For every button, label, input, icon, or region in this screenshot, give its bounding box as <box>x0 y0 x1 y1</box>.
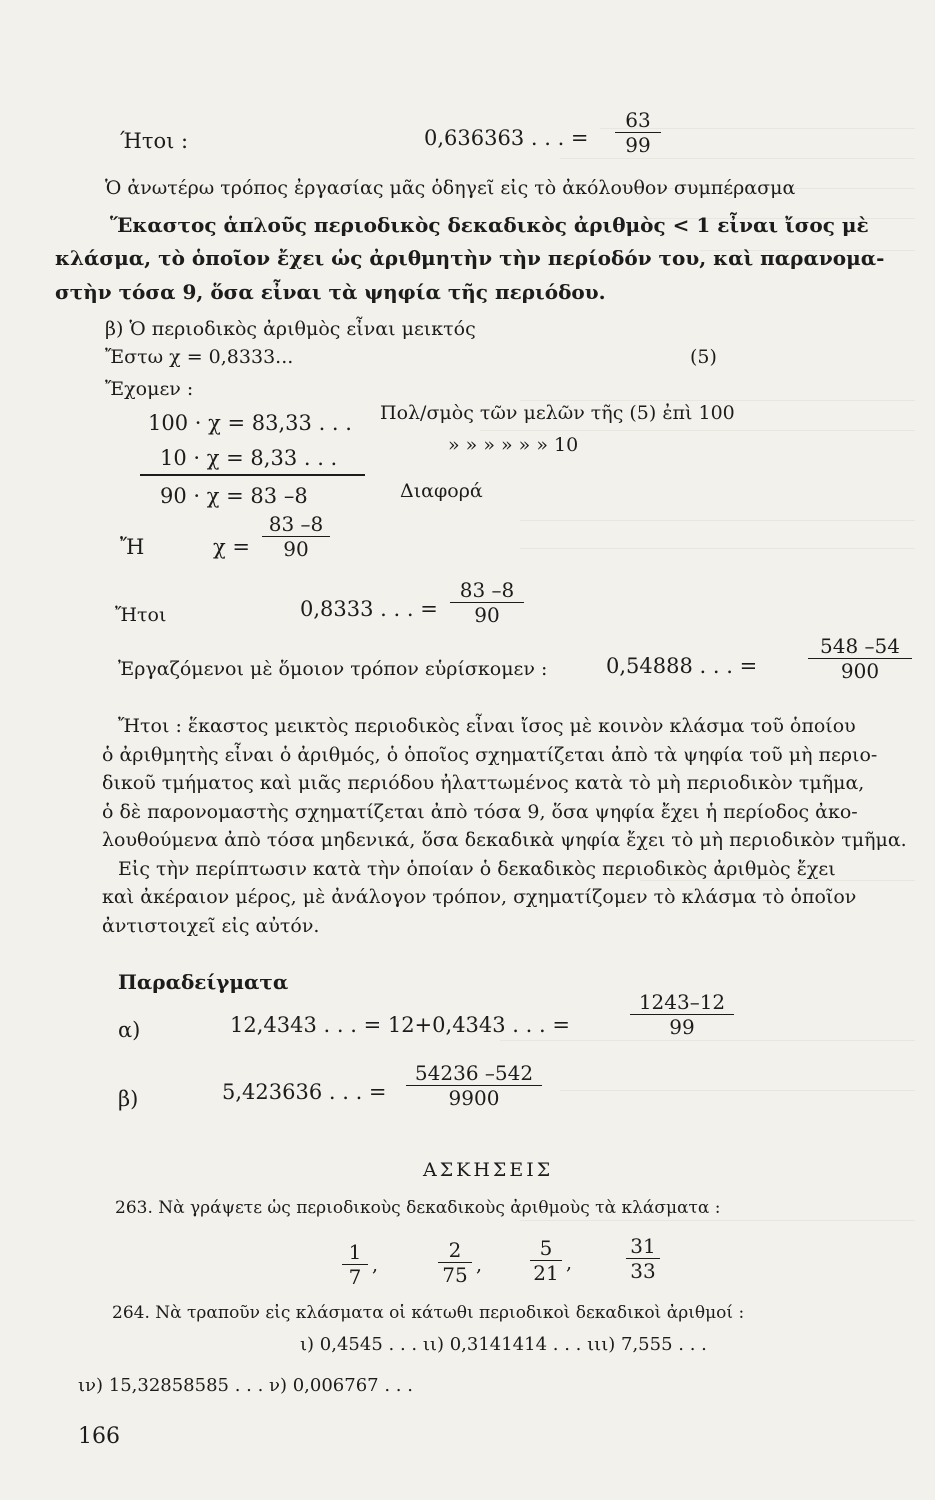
top-expression: 0,636363 . . . = <box>424 126 589 150</box>
explanation-paragraph <box>102 712 907 940</box>
example-b-numerator: 54236 –542 <box>414 1061 534 1085</box>
fraction-1-7-numerator: 1 <box>348 1240 362 1264</box>
paragraph-line-3: δικοῦ τμήματος καὶ μιᾶς περιόδου ἠλαττωμένος κατὰ τὸ μὴ περιοδικὸν τμῆμα, <box>102 772 865 794</box>
fraction-2-75 <box>438 1238 472 1287</box>
row2-note: » » » » » » 10 <box>448 434 579 456</box>
example-b-fraction <box>406 1061 542 1110</box>
exercises-heading: ΑΣΚΗΣΕΙΣ <box>423 1159 554 1181</box>
fraction-5-21 <box>530 1236 562 1285</box>
htoi2-expression: 0,8333 . . . = <box>300 597 438 621</box>
fraction-31-33-numerator: 31 <box>630 1234 656 1258</box>
htoi2-fraction-numerator: 83 –8 <box>459 578 515 602</box>
or-fraction <box>262 512 330 561</box>
htoi2-fraction <box>450 578 524 627</box>
top-fraction <box>615 108 661 157</box>
row3-equation: 90 · χ = 83 –8 <box>160 484 308 508</box>
example-a-label: α) <box>118 1018 141 1042</box>
similar-fraction-denominator: 900 <box>808 658 912 683</box>
example-a-numerator: 1243–12 <box>638 990 726 1014</box>
exercise-264: 264. Νὰ τραποῦν εἰς κλάσματα οἱ κάτωθι περιοδικοὶ δεκαδικοὶ ἀριθμοί : <box>112 1303 745 1323</box>
paragraph-line-5: λουθούμενα ἀπὸ τόσα μηδενικά, ὅσα δεκαδικὰ ψηφία ἔχει τὸ μὴ περιοδικὸν τμῆμα. <box>102 829 907 851</box>
top-fraction-numerator: 63 <box>625 108 651 132</box>
example-a-fraction <box>630 990 734 1039</box>
fraction-1-7-denominator: 7 <box>342 1264 368 1289</box>
equation-number-5: (5) <box>690 346 717 368</box>
fraction-31-33-denominator: 33 <box>626 1258 660 1283</box>
paragraph-line-8: ἀντιστοιχεῖ εἰς αὐτόν. <box>102 914 320 937</box>
similar-method-text: Ἐργαζόμενοι μὲ ὅμοιον τρόπον εὑρίσκομεν : <box>118 658 548 680</box>
row2-equation: 10 · χ = 8,33 . . . <box>160 446 338 470</box>
or-fraction-denominator: 90 <box>262 536 330 561</box>
paragraph-line-7: καὶ ἀκέραιον μέρος, μὲ ἀνάλογον τρόπον, σχηματίζομεν τὸ κλάσμα τὸ ὁποῖον <box>102 886 857 908</box>
example-b-expression: 5,423636 . . . = <box>222 1080 387 1104</box>
similar-fraction <box>808 634 912 683</box>
rule-line-3: στὴν τόσα 9, ὅσα εἶναι τὰ ψηφία τῆς περιόδου. <box>55 280 606 304</box>
paragraph-line-2: ὁ ἀριθμητὴς εἶναι ὁ ἀριθμός, ὁ ὁποῖος σχηματίζεται ἀπὸ τὰ ψηφία τοῦ μὴ περιο- <box>102 743 878 766</box>
example-a-expression: 12,4343 . . . = 12+0,4343 . . . = <box>230 1013 570 1037</box>
exercise-264-items-2: ιν) 15,32858585 . . . ν) 0,006767 . . . <box>78 1375 413 1396</box>
similar-fraction-numerator: 548 –54 <box>820 634 900 658</box>
paragraph-line-4: ὁ δὲ παρονομαστὴς σχηματίζεται ἀπὸ τόσα 9, ὅσα ψηφία ἔχει ἡ περίοδος ἀκο- <box>102 800 858 823</box>
subtraction-rule <box>140 474 365 476</box>
row1-equation: 100 · χ = 83,33 . . . <box>148 411 352 435</box>
paragraph-line-6: Εἰς τὴν περίπτωσιν κατὰ τὴν ὁποίαν ὁ δεκαδικὸς περιοδικὸς ἀριθμὸς ἔχει <box>118 857 836 880</box>
example-b-label: β) <box>118 1087 139 1111</box>
top-fraction-denominator: 99 <box>615 132 661 157</box>
rule-line-1: Ἕκαστος ἁπλοῦς περιοδικὸς δεκαδικὸς ἀριθμὸς < 1 εἶναι ἴσος μὲ <box>110 213 869 237</box>
page-number: 166 <box>78 1424 120 1449</box>
we-have-label: Ἔχομεν : <box>105 378 194 400</box>
fraction-2-75-denominator: 75 <box>438 1262 472 1287</box>
conclusion-intro: Ὁ ἀνωτέρω τρόπος ἐργασίας μᾶς ὁδηγεῖ εἰς τὸ ἀκόλουθον συμπέρασμα <box>105 177 796 199</box>
htoi2-label: Ἤτοι <box>115 604 167 626</box>
or-expression: χ = <box>213 535 250 559</box>
fraction-5-21-denominator: 21 <box>530 1260 562 1285</box>
or-label: Ἤ <box>120 535 145 559</box>
exercise-264-items-1: ι) 0,4545 . . . ιι) 0,3141414 . . . ιιι) 7,555 . . . <box>300 1334 707 1355</box>
exercise-263: 263. Νὰ γράψετε ὡς περιοδικοὺς δεκαδικοὺς ἀριθμοὺς τὰ κλάσματα : <box>115 1198 721 1218</box>
paragraph-line-1: Ἤτοι : ἕκαστος μεικτὸς περιοδικὸς εἶναι ἴσος μὲ κοινὸν κλάσμα τοῦ ὁποίου <box>118 715 856 737</box>
example-b-denominator: 9900 <box>406 1085 542 1110</box>
example-a-denominator: 99 <box>630 1014 734 1039</box>
fraction-5-21-numerator: 5 <box>539 1236 553 1260</box>
fraction-31-33 <box>626 1234 660 1283</box>
rule-line-2: κλάσμα, τὸ ὁποῖον ἔχει ὡς ἀριθμητὴν τὴν περίοδόν του, καὶ παρανομα- <box>55 246 885 270</box>
htoi2-fraction-denominator: 90 <box>450 602 524 627</box>
let-x: Ἔστω χ = 0,8333... <box>105 346 294 368</box>
htoi-label: Ήτοι : <box>120 129 189 153</box>
or-fraction-numerator: 83 –8 <box>268 512 324 536</box>
fraction-2-75-numerator: 2 <box>448 1238 462 1262</box>
row3-note: Διαφορά <box>400 480 483 502</box>
examples-heading: Παραδείγματα <box>118 970 289 994</box>
similar-expression: 0,54888 . . . = <box>606 654 758 678</box>
mixed-heading: β) Ὁ περιοδικὸς ἀριθμὸς εἶναι μεικτός <box>105 318 476 340</box>
row1-note: Πολ/σμὸς τῶν μελῶν τῆς (5) ἐπὶ 100 <box>380 402 735 424</box>
fraction-1-7 <box>342 1240 368 1289</box>
book-page: Ήτοι : 0,636363 . . . = $\frac{63}{99}$ Ὁ ἀνωτέρω τρόπος ἐργασίας μᾶς ὁδηγεῖ εἰς τὸ ἀκόλουθον συμπέρασμα Ἕκαστος ἁπλοῦς περιοδικὸς δεκαδικὸς ἀριθμὸς < 1 εἶναι ἴσος μὲ κλάσμα, τὸ ὁποῖον ἔχει ὡς ἀριθμητὴν τὴν περίοδόν του, καὶ παρανομα- στὴν τόσα 9, ὅσα εἶναι τὰ ψηφία τῆς περιόδου. β) Ὁ περιοδικὸς ἀριθμὸς εἶναι μεικτός Ἔστω χ = 0,8333... (5) Ἔχομεν : 100 · χ = 83,33 . . . Πολ/σμὸς τῶν μελῶν τῆς (5) ἐπὶ 100 10 · χ = 8,33 . . . » » » » » » 10 90 · χ = 83 –8 Διαφορά Ἤ χ = $\frac{83 -8}{90}$ Ἤτοι 0,8333 . . . = $\frac{83 -8}{90}$ Ἐργαζόμενοι μὲ ὅμοιον τρόπον εὑρίσκομεν : 0,54888 . . . = $\frac{548 -54}{900}$ Ἤτοι : ἕκαστος μεικτὸς περιοδικὸς εἶναι ἴσος μὲ κοινὸν κλάσμα τοῦ ὁποίου ὁ ἀριθμητὴς εἶναι ὁ ἀριθμός, ὁ ὁποῖος σχηματίζεται ἀπὸ τὰ ψηφία τοῦ μὴ περιο- δικοῦ τμήματος καὶ μιᾶς περιόδου ἠλαττωμένος κατὰ τὸ μὴ περιοδικὸν τμῆμα, ὁ δὲ παρονομαστὴς σχηματίζεται ἀπὸ τόσα 9, ὅσα ψηφία ἔχει ἡ περίοδος ἀκο- λουθούμενα ἀπὸ τόσα μηδενικά, ὅσα δεκαδικὰ ψηφία ἔχει τὸ μὴ περιοδικὸν τμῆμα. Εἰς τὴν περίπτωσιν κατὰ τὴν ὁποίαν ὁ δεκαδικὸς περιοδικὸς ἀριθμὸς ἔχει καὶ ἀκέραιον μέρος, μὲ ἀνάλογον τρόπον, σχηματίζομεν τὸ κλάσμα τὸ ὁποῖον ἀντιστοιχεῖ εἰς αὐτόν. Παραδείγματα α) 12,4343 . . . = 12+0,4343 . . . = $\frac{1243-12}{99}$ β) 5,423636 . . . = $\frac{54236 -542}{9900}$ ΑΣΚΗΣΕΙΣ 263. Νὰ γράψετε ὡς περιοδικοὺς δεκαδικοὺς ἀριθμοὺς τὰ κλάσματα : $\frac{1}{7}$ , $\frac{2}{75}$ , $\frac{5}{21}$ , $\frac{31}{33}$ 264. Νὰ τραποῦν εἰς κλάσματα οἱ κάτωθι περιοδικοὶ δεκαδικοὶ ἀριθμοί : ι) 0,4545 . . . ιι) 0,3141414 . . . ιιι) 7,555 . . . ιν) 15,32858585 . . . ν) 0,006767 . . . 166 <box>0 0 935 1500</box>
